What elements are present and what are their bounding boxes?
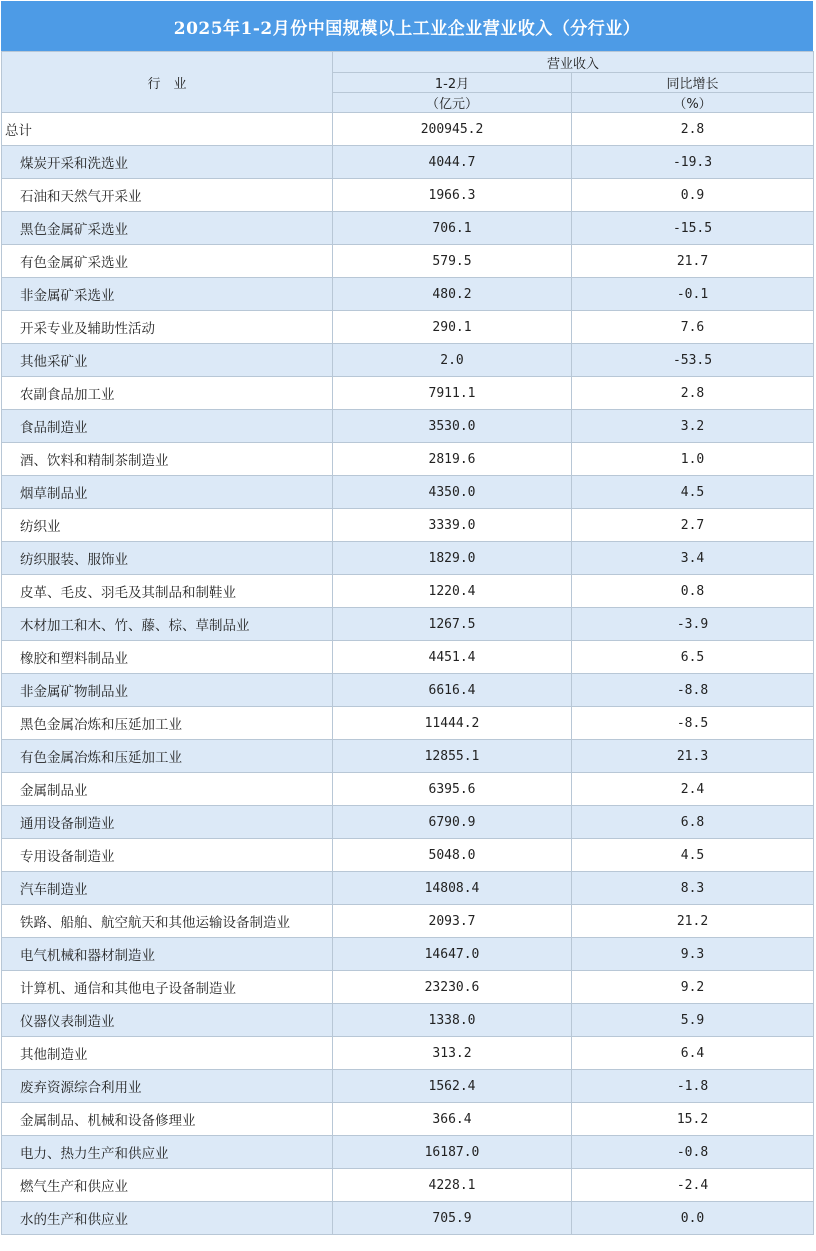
table-row [2,938,814,971]
table-row [2,212,814,245]
revenue-value: 7911.1 [333,377,572,410]
revenue-value: 2819.6 [333,443,572,476]
industry-name: 黑色金属矿采选业 [2,212,333,245]
growth-value: 3.4 [572,542,814,575]
industry-name: 食品制造业 [2,410,333,443]
industry-name: 农副食品加工业 [2,377,333,410]
table-row [2,575,814,608]
growth-value: -0.8 [572,1136,814,1169]
revenue-value: 5048.0 [333,839,572,872]
growth-value: 21.7 [572,245,814,278]
industry-name: 燃气生产和供应业 [2,1169,333,1202]
table-row [2,1136,814,1169]
table-row [2,839,814,872]
growth-value: 6.5 [572,641,814,674]
industry-name: 金属制品业 [2,773,333,806]
revenue-value: 6790.9 [333,806,572,839]
table-row [2,311,814,344]
table-row [2,971,814,1004]
revenue-value: 290.1 [333,311,572,344]
growth-value: 3.2 [572,410,814,443]
revenue-value: 23230.6 [333,971,572,1004]
table-row [2,1070,814,1103]
industry-name: 皮革、毛皮、羽毛及其制品和制鞋业 [2,575,333,608]
growth-value: 0.0 [572,1202,814,1235]
table-row [2,608,814,641]
industry-header: 行 业 [2,52,333,113]
report-table-container [1,1,813,1235]
industry-name: 总计 [2,113,333,146]
revenue-value: 6395.6 [333,773,572,806]
table-row [2,509,814,542]
table-row [2,1004,814,1037]
revenue-value: 11444.2 [333,707,572,740]
industry-name: 金属制品、机械和设备修理业 [2,1103,333,1136]
table-row [2,905,814,938]
industry-name: 电力、热力生产和供应业 [2,1136,333,1169]
revenue-value: 1267.5 [333,608,572,641]
industry-name: 煤炭开采和洗选业 [2,146,333,179]
growth-value: 2.4 [572,773,814,806]
table-row [2,773,814,806]
revenue-value: 1338.0 [333,1004,572,1037]
revenue-value: 14808.4 [333,872,572,905]
revenue-table [1,51,814,1235]
revenue-value: 6616.4 [333,674,572,707]
growth-value: -8.5 [572,707,814,740]
growth-value: 0.8 [572,575,814,608]
table-row [2,542,814,575]
period-unit: （亿元） [333,93,572,113]
table-row [2,146,814,179]
table-row [2,113,814,146]
revenue-value: 4451.4 [333,641,572,674]
revenue-value: 480.2 [333,278,572,311]
table-row [2,377,814,410]
industry-name: 酒、饮料和精制茶制造业 [2,443,333,476]
growth-value: 4.5 [572,476,814,509]
revenue-value: 4044.7 [333,146,572,179]
industry-name: 黑色金属冶炼和压延加工业 [2,707,333,740]
growth-value: 21.2 [572,905,814,938]
growth-value: 2.8 [572,113,814,146]
growth-value: -2.4 [572,1169,814,1202]
industry-name: 非金属矿采选业 [2,278,333,311]
industry-name: 电气机械和器材制造业 [2,938,333,971]
industry-name: 通用设备制造业 [2,806,333,839]
revenue-value: 3339.0 [333,509,572,542]
growth-value: 2.8 [572,377,814,410]
table-row [2,476,814,509]
growth-value: 21.3 [572,740,814,773]
period-header: 1-2月 [333,73,572,93]
industry-name: 烟草制品业 [2,476,333,509]
table-row [2,344,814,377]
industry-name: 非金属矿物制品业 [2,674,333,707]
table-row [2,740,814,773]
table-row [2,1037,814,1070]
growth-value: -0.1 [572,278,814,311]
industry-name: 计算机、通信和其他电子设备制造业 [2,971,333,1004]
table-row [2,1103,814,1136]
industry-name: 其他制造业 [2,1037,333,1070]
table-row [2,674,814,707]
industry-name: 木材加工和木、竹、藤、棕、草制品业 [2,608,333,641]
industry-name: 纺织业 [2,509,333,542]
revenue-value: 1220.4 [333,575,572,608]
table-row [2,707,814,740]
revenue-group-header: 营业收入 [333,52,814,73]
table-row [2,872,814,905]
revenue-value: 579.5 [333,245,572,278]
growth-value: 6.4 [572,1037,814,1070]
table-row [2,245,814,278]
growth-value: 15.2 [572,1103,814,1136]
revenue-value: 1562.4 [333,1070,572,1103]
industry-name: 专用设备制造业 [2,839,333,872]
revenue-value: 706.1 [333,212,572,245]
growth-value: 9.2 [572,971,814,1004]
industry-name: 仪器仪表制造业 [2,1004,333,1037]
growth-value: 7.6 [572,311,814,344]
table-row [2,806,814,839]
industry-name: 水的生产和供应业 [2,1202,333,1235]
growth-value: 4.5 [572,839,814,872]
industry-name: 橡胶和塑料制品业 [2,641,333,674]
growth-value: 1.0 [572,443,814,476]
table-row [2,179,814,212]
table-row [2,278,814,311]
growth-value: 0.9 [572,179,814,212]
growth-value: 2.7 [572,509,814,542]
industry-name: 有色金属矿采选业 [2,245,333,278]
revenue-value: 16187.0 [333,1136,572,1169]
growth-value: -19.3 [572,146,814,179]
table-row [2,1202,814,1235]
growth-value: 9.3 [572,938,814,971]
growth-value: 6.8 [572,806,814,839]
industry-name: 其他采矿业 [2,344,333,377]
revenue-value: 200945.2 [333,113,572,146]
table-body [2,113,814,1235]
table-row [2,443,814,476]
revenue-value: 3530.0 [333,410,572,443]
growth-value: 5.9 [572,1004,814,1037]
revenue-value: 14647.0 [333,938,572,971]
table-row [2,1169,814,1202]
industry-name: 铁路、船舶、航空航天和其他运输设备制造业 [2,905,333,938]
growth-header: 同比增长 [572,73,814,93]
growth-value: -1.8 [572,1070,814,1103]
revenue-value: 1829.0 [333,542,572,575]
industry-name: 纺织服装、服饰业 [2,542,333,575]
revenue-value: 2093.7 [333,905,572,938]
growth-unit: （%） [572,93,814,113]
revenue-value: 2.0 [333,344,572,377]
growth-value: -53.5 [572,344,814,377]
revenue-value: 705.9 [333,1202,572,1235]
growth-value: -8.8 [572,674,814,707]
revenue-value: 1966.3 [333,179,572,212]
revenue-value: 4350.0 [333,476,572,509]
table-row [2,410,814,443]
revenue-value: 366.4 [333,1103,572,1136]
revenue-value: 4228.1 [333,1169,572,1202]
industry-name: 汽车制造业 [2,872,333,905]
industry-name: 开采专业及辅助性活动 [2,311,333,344]
growth-value: -3.9 [572,608,814,641]
growth-value: 8.3 [572,872,814,905]
revenue-value: 12855.1 [333,740,572,773]
growth-value: -15.5 [572,212,814,245]
table-title: 2025年1-2月份中国规模以上工业企业营业收入（分行业） [1,1,813,51]
table-row [2,641,814,674]
revenue-value: 313.2 [333,1037,572,1070]
industry-name: 石油和天然气开采业 [2,179,333,212]
industry-name: 有色金属冶炼和压延加工业 [2,740,333,773]
industry-name: 废弃资源综合利用业 [2,1070,333,1103]
